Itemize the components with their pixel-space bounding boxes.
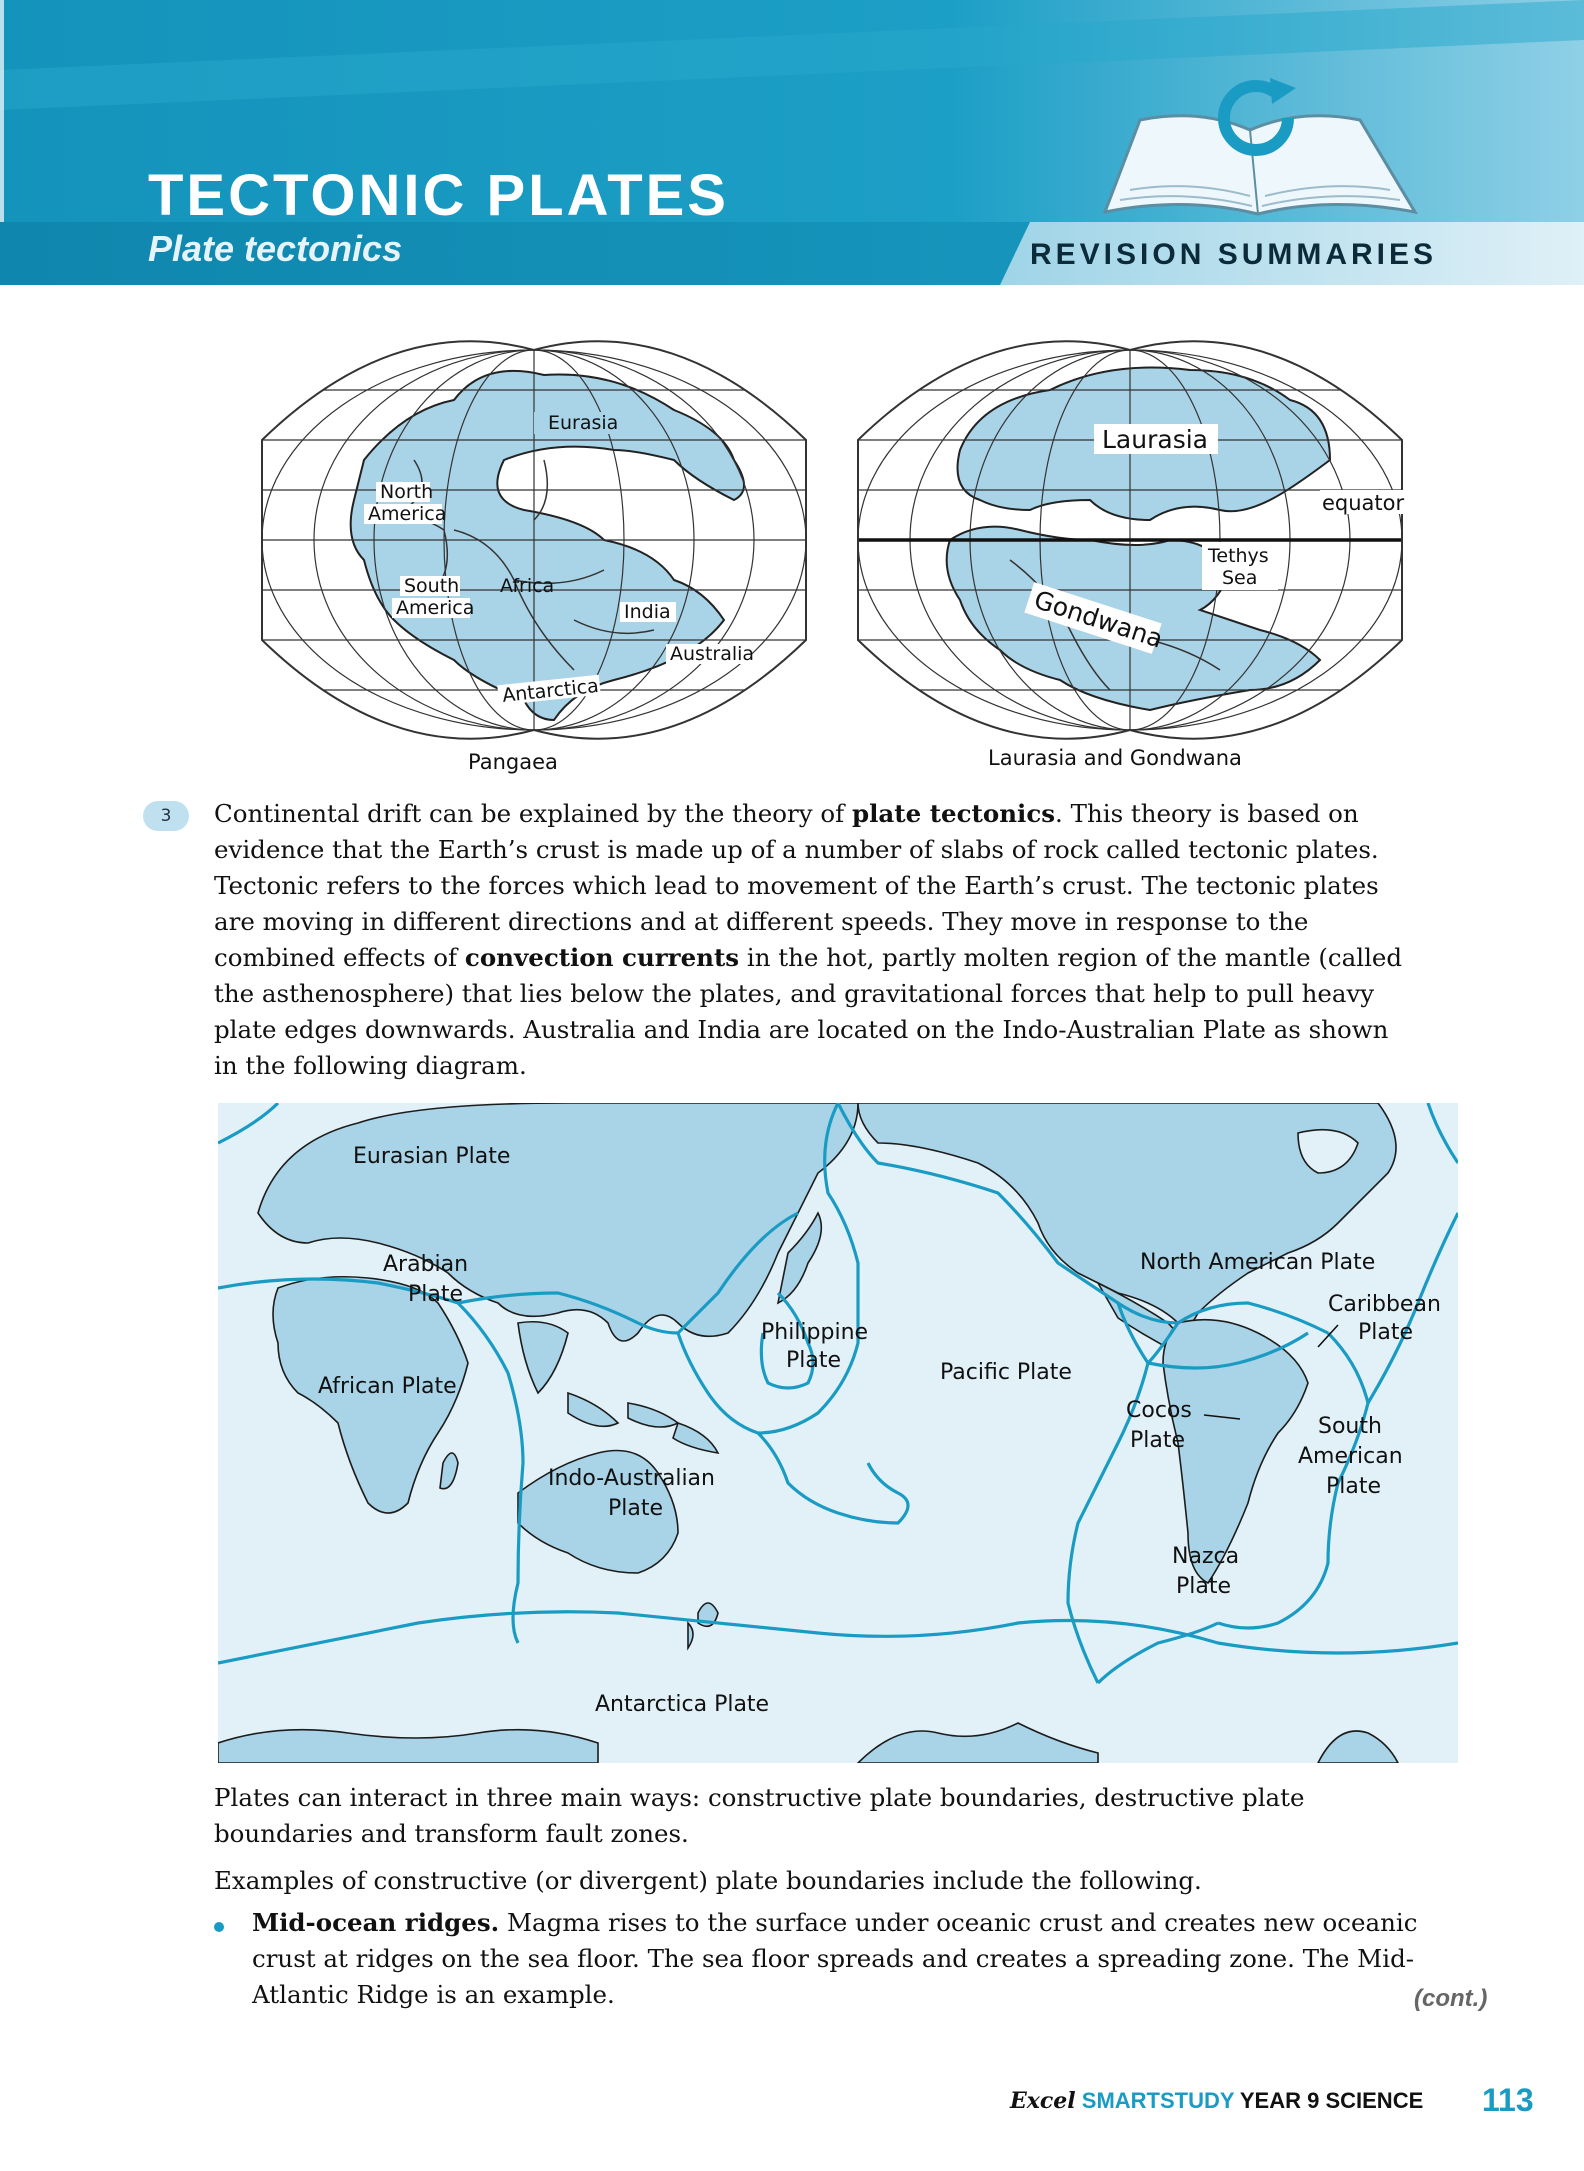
label-philippine-plate: Plate — [786, 1348, 842, 1373]
para-line-1: Continental drift can be explained by the theory of plate tectonics. This theory is based on — [214, 799, 1359, 828]
para-line-6: the asthenosphere) that lies below the plates, and gravitational forces that help to pull heavy — [214, 979, 1375, 1008]
label-south-american-plate: Plate — [1326, 1474, 1382, 1499]
para-line-7: plate edges downwards. Australia and India are located on the Indo-Australian Plate as shown — [214, 1015, 1389, 1044]
para-line-2: evidence that the Earth’s crust is made up of a number of slabs of rock called tectonic plates. — [214, 835, 1379, 864]
label-india: India — [624, 601, 671, 623]
label-caribbean-plate: Plate — [1358, 1320, 1414, 1345]
label-philippine: Philippine — [761, 1320, 869, 1345]
label-indo-australian: Indo-Australian — [548, 1466, 715, 1491]
label-gondwana: Gondwana — [1030, 584, 1167, 654]
footer-series: Excel SMARTSTUDY YEAR 9 SCIENCE — [1010, 2088, 1424, 2114]
label-arabian-plate: Plate — [408, 1282, 464, 1307]
label-tethys: Tethys — [1208, 545, 1269, 567]
pangaea-map — [254, 340, 814, 740]
bullet-dot — [214, 1922, 224, 1932]
page-number: 113 — [1482, 2082, 1534, 2118]
label-antarctica-plate: Antarctica Plate — [595, 1692, 770, 1717]
pangaea-caption: Pangaea — [468, 750, 558, 774]
label-south-america: America — [396, 597, 475, 619]
label-nazca: Nazca — [1172, 1544, 1240, 1569]
section-number-badge: 3 — [143, 801, 189, 831]
label-north: North — [380, 481, 434, 503]
label-equator: equator — [1322, 491, 1405, 515]
label-antarctica: Antarctica — [501, 674, 600, 707]
label-eurasian-plate: Eurasian Plate — [353, 1144, 511, 1169]
label-arabian: Arabian — [383, 1252, 469, 1277]
bullet-mid-ocean-ridges: Mid-ocean ridges. Magma rises to the surface under oceanic crust and creates new oceanic crust at ridges on the sea floor. The sea floor spreads and creates a spreading zone. The Mid- Atlantic Ridge is an example. — [252, 1908, 1418, 2009]
para-line-8: in the following diagram. — [214, 1051, 527, 1080]
laurasia-gondwana-map — [850, 340, 1410, 740]
page-title: TECTONIC PLATES — [148, 163, 729, 228]
label-south: South — [1318, 1414, 1382, 1439]
examples-intro: Examples of constructive (or divergent) plate boundaries include the following. — [214, 1866, 1202, 1895]
section-label: REVISION SUMMARIES — [1030, 238, 1438, 271]
para-line-3: Tectonic refers to the forces which lead to movement of the Earth’s crust. The tectonic plates — [214, 871, 1379, 900]
section3-paragraph — [214, 796, 1474, 1084]
label-south: South — [404, 575, 460, 597]
label-laurasia: Laurasia — [1102, 425, 1208, 454]
label-african-plate: African Plate — [318, 1374, 457, 1399]
label-cocos: Cocos — [1126, 1398, 1192, 1423]
header-banner — [0, 0, 1584, 285]
label-american: American — [1298, 1444, 1403, 1469]
label-cocos-plate: Plate — [1130, 1428, 1186, 1453]
label-north-american-plate: North American Plate — [1140, 1250, 1376, 1275]
label-indo-australian-plate: Plate — [608, 1496, 664, 1521]
label-caribbean: Caribbean — [1328, 1292, 1441, 1317]
label-eurasia: Eurasia — [548, 412, 619, 434]
para-line-4: are moving in different directions and at different speeds. They move in response to the — [214, 907, 1309, 936]
label-africa: Africa — [500, 575, 555, 597]
label-north-america: America — [368, 503, 447, 525]
label-australia: Australia — [670, 643, 755, 665]
para-line-5: combined effects of convection currents in the hot, partly molten region of the mantle (called — [214, 943, 1403, 972]
label-pacific-plate: Pacific Plate — [940, 1360, 1072, 1385]
label-nazca-plate: Plate — [1176, 1574, 1232, 1599]
label-sea: Sea — [1222, 567, 1258, 589]
continued-label: (cont.) — [1414, 1985, 1488, 2012]
page-subtitle: Plate tectonics — [148, 228, 403, 269]
tectonic-plate-map — [218, 1103, 1458, 1763]
laurasia-caption: Laurasia and Gondwana — [988, 746, 1242, 770]
interaction-paragraph: Plates can interact in three main ways: constructive plate boundaries, destructive plate boundaries and transform fault zones. — [214, 1783, 1305, 1848]
